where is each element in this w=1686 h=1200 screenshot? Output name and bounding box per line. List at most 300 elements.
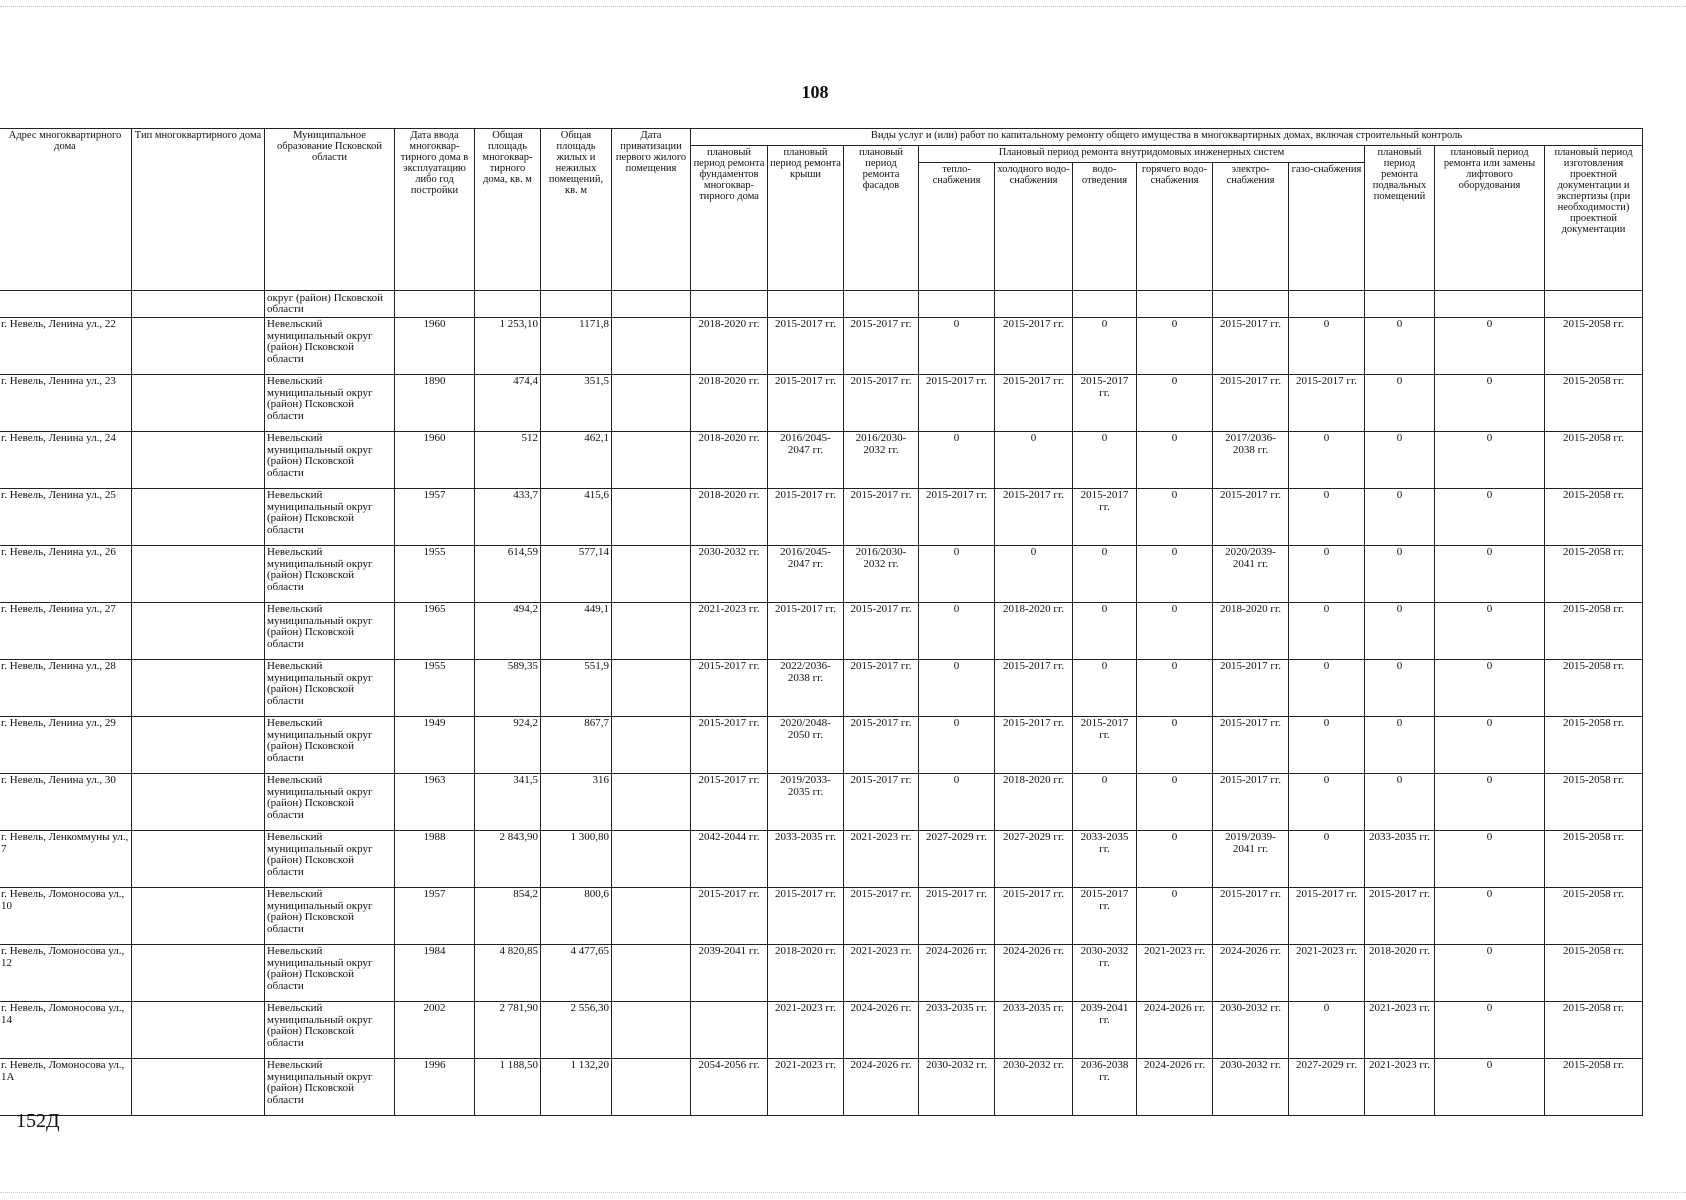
cold-water-cell: 2018-2020 гг.	[995, 774, 1073, 831]
basement-cell: 0	[1365, 660, 1435, 717]
gas-cell: 2015-2017 гг.	[1289, 375, 1365, 432]
municipality-cell: Невельский муниципальный округ (район) Псковской области	[265, 546, 395, 603]
total-area-cell: 2 843,90	[475, 831, 541, 888]
type-cell	[132, 489, 265, 546]
elevator-cell: 0	[1435, 888, 1545, 945]
electric-cell: 2030-2032 гг.	[1213, 1002, 1289, 1059]
hot-water-cell: 0	[1137, 888, 1213, 945]
roof-cell: 2016/2045-2047 гг.	[768, 546, 844, 603]
type-cell	[132, 660, 265, 717]
col-facade-header: плановый период ремонта фасадов	[844, 146, 919, 291]
sewer-cell: 0	[1073, 774, 1137, 831]
table-row	[0, 603, 1643, 660]
cold-water-cell: 2015-2017 гг.	[995, 318, 1073, 375]
elevator-cell: 0	[1435, 546, 1545, 603]
elevator-cell: 0	[1435, 318, 1545, 375]
residential-area-cell: 1 132,20	[541, 1059, 612, 1116]
project-docs-cell: 2015-2058 гг.	[1545, 945, 1643, 1002]
col-gas-header: газо-снабжения	[1289, 163, 1365, 291]
address-cell: г. Невель, Ленина ул., 29	[0, 717, 132, 774]
facade-cell: 2015-2017 гг.	[844, 318, 919, 375]
hot-water-cell: 0	[1137, 774, 1213, 831]
table-row	[0, 1002, 1643, 1059]
municipality-cell: Невельский муниципальный округ (район) Псковской области	[265, 375, 395, 432]
col-electric-header: электро-снабжения	[1213, 163, 1289, 291]
facade-cell: 2015-2017 гг.	[844, 489, 919, 546]
roof-cell: 2015-2017 гг.	[768, 318, 844, 375]
heat-cell: 0	[919, 774, 995, 831]
total-area-cell: 854,2	[475, 888, 541, 945]
privatization-cell	[612, 318, 691, 375]
year-cell: 1963	[395, 774, 475, 831]
residential-area-cell: 551,9	[541, 660, 612, 717]
elevator-cell: 0	[1435, 660, 1545, 717]
type-cell	[132, 1002, 265, 1059]
heat-cell: 0	[919, 546, 995, 603]
type-cell	[132, 318, 265, 375]
facade-cell: 2024-2026 гг.	[844, 1002, 919, 1059]
type-cell	[132, 888, 265, 945]
roof-cell: 2019/2033-2035 гг.	[768, 774, 844, 831]
col-type-header: Тип многоквартирного дома	[132, 129, 265, 291]
total-area-cell: 589,35	[475, 660, 541, 717]
total-area-cell: 1 253,10	[475, 318, 541, 375]
table-row	[0, 660, 1643, 717]
total-area-cell: 4 820,85	[475, 945, 541, 1002]
sewer-cell: 0	[1073, 660, 1137, 717]
heat-cell: 0	[919, 432, 995, 489]
address-cell: г. Невель, Ломоносова ул., 1А	[0, 1059, 132, 1116]
residential-area-cell: 867,7	[541, 717, 612, 774]
facade-cell: 2015-2017 гг.	[844, 603, 919, 660]
heat-cell: 2033-2035 гг.	[919, 1002, 995, 1059]
hot-water-cell: 0	[1137, 318, 1213, 375]
year-cell: 1965	[395, 603, 475, 660]
address-cell: г. Невель, Ленина ул., 28	[0, 660, 132, 717]
privatization-cell	[612, 546, 691, 603]
sewer-cell: 0	[1073, 546, 1137, 603]
col-project-docs-header: плановый период изготовления проектной документации и экспертизы (при необходимости) проектной документации	[1545, 146, 1643, 291]
foundation-cell: 2030-2032 гг.	[691, 546, 768, 603]
address-cell: г. Невель, Ленина ул., 25	[0, 489, 132, 546]
residential-area-cell: 316	[541, 774, 612, 831]
foundation-cell: 2018-2020 гг.	[691, 318, 768, 375]
facade-cell: 2016/2030-2032 гг.	[844, 546, 919, 603]
type-cell	[132, 717, 265, 774]
cold-water-cell: 0	[995, 546, 1073, 603]
foundation-cell: 2054-2056 гг.	[691, 1059, 768, 1116]
electric-cell: 2015-2017 гг.	[1213, 660, 1289, 717]
scan-edge-bottom	[0, 1192, 1686, 1193]
table-body	[0, 291, 1643, 1116]
gas-cell: 0	[1289, 831, 1365, 888]
roof-cell: 2015-2017 гг.	[768, 375, 844, 432]
cold-water-cell: 2027-2029 гг.	[995, 831, 1073, 888]
basement-cell: 0	[1365, 375, 1435, 432]
total-area-cell: 494,2	[475, 603, 541, 660]
facade-cell: 2015-2017 гг.	[844, 375, 919, 432]
project-docs-cell: 2015-2058 гг.	[1545, 318, 1643, 375]
col-heat-header: тепло-снабжения	[919, 163, 995, 291]
address-cell: г. Невель, Ломоносова ул., 14	[0, 1002, 132, 1059]
heat-cell: 0	[919, 717, 995, 774]
foundation-cell: 2018-2020 гг.	[691, 432, 768, 489]
project-docs-cell: 2015-2058 гг.	[1545, 717, 1643, 774]
roof-cell: 2021-2023 гг.	[768, 1002, 844, 1059]
electric-cell: 2024-2026 гг.	[1213, 945, 1289, 1002]
year-cell: 1949	[395, 717, 475, 774]
hot-water-cell: 0	[1137, 603, 1213, 660]
facade-cell: 2016/2030-2032 гг.	[844, 432, 919, 489]
heat-cell: 2027-2029 гг.	[919, 831, 995, 888]
hot-water-cell: 0	[1137, 546, 1213, 603]
hot-water-cell: 2024-2026 гг.	[1137, 1059, 1213, 1116]
hot-water-cell: 0	[1137, 717, 1213, 774]
cold-water-cell: 2015-2017 гг.	[995, 888, 1073, 945]
sewer-cell: 2015-2017 гг.	[1073, 717, 1137, 774]
hot-water-cell: 0	[1137, 375, 1213, 432]
table-row	[0, 1059, 1643, 1116]
continuation-row	[0, 291, 1643, 318]
heat-cell: 2024-2026 гг.	[919, 945, 995, 1002]
municipality-cell: Невельский муниципальный округ (район) Псковской области	[265, 945, 395, 1002]
elevator-cell: 0	[1435, 774, 1545, 831]
type-cell	[132, 432, 265, 489]
facade-cell: 2021-2023 гг.	[844, 831, 919, 888]
hot-water-cell: 2021-2023 гг.	[1137, 945, 1213, 1002]
gas-cell: 0	[1289, 318, 1365, 375]
col-address-header: Адрес многоквартирного дома	[0, 129, 132, 291]
year-cell: 1890	[395, 375, 475, 432]
gas-cell: 0	[1289, 717, 1365, 774]
address-cell: г. Невель, Ленина ул., 23	[0, 375, 132, 432]
heat-cell: 2015-2017 гг.	[919, 375, 995, 432]
type-cell	[132, 774, 265, 831]
type-cell	[132, 1059, 265, 1116]
col-municipality-header: Муниципальное образование Псковской области	[265, 129, 395, 291]
page-number: 108	[801, 82, 829, 102]
municipality-cell: Невельский муниципальный округ (район) Псковской области	[265, 660, 395, 717]
municipality-cell: Невельский муниципальный округ (район) Псковской области	[265, 774, 395, 831]
year-cell: 1957	[395, 888, 475, 945]
project-docs-cell: 2015-2058 гг.	[1545, 546, 1643, 603]
roof-cell: 2021-2023 гг.	[768, 1059, 844, 1116]
total-area-cell: 2 781,90	[475, 1002, 541, 1059]
year-cell: 1960	[395, 432, 475, 489]
foundation-cell: 2015-2017 гг.	[691, 660, 768, 717]
municipality-cell: Невельский муниципальный округ (район) Псковской области	[265, 603, 395, 660]
basement-cell: 2015-2017 гг.	[1365, 888, 1435, 945]
electric-cell: 2018-2020 гг.	[1213, 603, 1289, 660]
municipality-cell: Невельский муниципальный округ (район) Псковской области	[265, 888, 395, 945]
table-row	[0, 888, 1643, 945]
residential-area-cell: 4 477,65	[541, 945, 612, 1002]
hot-water-cell: 0	[1137, 831, 1213, 888]
residential-area-cell: 1 300,80	[541, 831, 612, 888]
col-hot-water-header: горячего водо-снабжения	[1137, 163, 1213, 291]
roof-cell: 2016/2045-2047 гг.	[768, 432, 844, 489]
foundation-cell: 2021-2023 гг.	[691, 603, 768, 660]
privatization-cell	[612, 432, 691, 489]
total-area-cell: 512	[475, 432, 541, 489]
elevator-cell: 0	[1435, 375, 1545, 432]
municipality-cell: Невельский муниципальный округ (район) Псковской области	[265, 717, 395, 774]
heat-cell: 2015-2017 гг.	[919, 888, 995, 945]
basement-cell: 0	[1365, 774, 1435, 831]
municipality-cell: Невельский муниципальный округ (район) Псковской области	[265, 1002, 395, 1059]
project-docs-cell: 2015-2058 гг.	[1545, 1002, 1643, 1059]
cold-water-cell: 2018-2020 гг.	[995, 603, 1073, 660]
elevator-cell: 0	[1435, 831, 1545, 888]
elevator-cell: 0	[1435, 717, 1545, 774]
table-row	[0, 318, 1643, 375]
table-row	[0, 489, 1643, 546]
municipality-cell: Невельский муниципальный округ (район) Псковской области	[265, 432, 395, 489]
roof-cell: 2015-2017 гг.	[768, 603, 844, 660]
residential-area-cell: 1171,8	[541, 318, 612, 375]
gas-cell: 2015-2017 гг.	[1289, 888, 1365, 945]
hot-water-cell: 0	[1137, 660, 1213, 717]
municipality-cell: Невельский муниципальный округ (район) Псковской области	[265, 318, 395, 375]
year-cell: 1955	[395, 660, 475, 717]
table-row	[0, 432, 1643, 489]
year-cell: 1996	[395, 1059, 475, 1116]
elevator-cell: 0	[1435, 1002, 1545, 1059]
municipality-cell: Невельский муниципальный округ (район) Псковской области	[265, 1059, 395, 1116]
col-total-area-header: Общая площадь многоквар-тирного дома, кв. м	[475, 129, 541, 291]
roof-cell: 2015-2017 гг.	[768, 489, 844, 546]
sewer-cell: 2015-2017 гг.	[1073, 888, 1137, 945]
basement-cell: 2033-2035 гг.	[1365, 831, 1435, 888]
basement-cell: 2018-2020 гг.	[1365, 945, 1435, 1002]
privatization-cell	[612, 717, 691, 774]
cold-water-cell: 2015-2017 гг.	[995, 375, 1073, 432]
sewer-cell: 2015-2017 гг.	[1073, 489, 1137, 546]
scan-edge-top	[0, 6, 1686, 7]
basement-cell: 0	[1365, 603, 1435, 660]
table-row	[0, 945, 1643, 1002]
privatization-cell	[612, 774, 691, 831]
gas-cell: 0	[1289, 774, 1365, 831]
project-docs-cell: 2015-2058 гг.	[1545, 831, 1643, 888]
electric-cell: 2015-2017 гг.	[1213, 888, 1289, 945]
elevator-cell: 0	[1435, 603, 1545, 660]
type-cell	[132, 546, 265, 603]
roof-cell: 2018-2020 гг.	[768, 945, 844, 1002]
col-privatization-header: Дата приватизации первого жилого помещения	[612, 129, 691, 291]
privatization-cell	[612, 1002, 691, 1059]
type-cell	[132, 375, 265, 432]
residential-area-cell: 351,5	[541, 375, 612, 432]
facade-cell: 2021-2023 гг.	[844, 945, 919, 1002]
residential-area-cell: 577,14	[541, 546, 612, 603]
cold-water-cell: 2015-2017 гг.	[995, 489, 1073, 546]
electric-cell: 2030-2032 гг.	[1213, 1059, 1289, 1116]
elevator-cell: 0	[1435, 432, 1545, 489]
total-area-cell: 614,59	[475, 546, 541, 603]
basement-cell: 2021-2023 гг.	[1365, 1059, 1435, 1116]
foundation-cell: 2042-2044 гг.	[691, 831, 768, 888]
basement-cell: 0	[1365, 546, 1435, 603]
continuation-municipality-cell: округ (район) Псковской области	[265, 291, 395, 318]
total-area-cell: 924,2	[475, 717, 541, 774]
address-cell: г. Невель, Ленина ул., 26	[0, 546, 132, 603]
gas-cell: 0	[1289, 489, 1365, 546]
sewer-cell: 2036-2038 гг.	[1073, 1059, 1137, 1116]
facade-cell: 2024-2026 гг.	[844, 1059, 919, 1116]
address-cell: г. Невель, Ломоносова ул., 10	[0, 888, 132, 945]
privatization-cell	[612, 831, 691, 888]
sewer-cell: 2030-2032 гг.	[1073, 945, 1137, 1002]
roof-cell: 2015-2017 гг.	[768, 888, 844, 945]
privatization-cell	[612, 489, 691, 546]
col-basement-header: плановый период ремонта подвальных помещений	[1365, 146, 1435, 291]
gas-cell: 0	[1289, 660, 1365, 717]
municipality-cell: Невельский муниципальный округ (район) Псковской области	[265, 831, 395, 888]
table-row	[0, 774, 1643, 831]
gas-cell: 0	[1289, 1002, 1365, 1059]
residential-area-cell: 449,1	[541, 603, 612, 660]
facade-cell: 2015-2017 гг.	[844, 888, 919, 945]
cold-water-cell: 2033-2035 гг.	[995, 1002, 1073, 1059]
document-code: 152Д	[16, 1110, 60, 1132]
facade-cell: 2015-2017 гг.	[844, 717, 919, 774]
residential-area-cell: 415,6	[541, 489, 612, 546]
elevator-cell: 0	[1435, 945, 1545, 1002]
privatization-cell	[612, 660, 691, 717]
project-docs-cell: 2015-2058 гг.	[1545, 1059, 1643, 1116]
electric-cell: 2015-2017 гг.	[1213, 717, 1289, 774]
col-roof-header: плановый период ремонта крыши	[768, 146, 844, 291]
project-docs-cell: 2015-2058 гг.	[1545, 888, 1643, 945]
address-cell: г. Невель, Ленина ул., 22	[0, 318, 132, 375]
year-cell: 1960	[395, 318, 475, 375]
privatization-cell	[612, 945, 691, 1002]
project-docs-cell: 2015-2058 гг.	[1545, 774, 1643, 831]
address-cell: г. Невель, Ломоносова ул., 12	[0, 945, 132, 1002]
roof-cell: 2033-2035 гг.	[768, 831, 844, 888]
hot-water-cell: 0	[1137, 432, 1213, 489]
electric-cell: 2015-2017 гг.	[1213, 375, 1289, 432]
cold-water-cell: 0	[995, 432, 1073, 489]
electric-cell: 2015-2017 гг.	[1213, 489, 1289, 546]
col-foundation-header: плановый период ремонта фундаментов многоквар-тирного дома	[691, 146, 768, 291]
year-cell: 1984	[395, 945, 475, 1002]
sewer-cell: 2033-2035 гг.	[1073, 831, 1137, 888]
capital-repair-table	[0, 128, 1643, 1116]
electric-cell: 2019/2039-2041 гг.	[1213, 831, 1289, 888]
heat-cell: 2015-2017 гг.	[919, 489, 995, 546]
residential-area-cell: 462,1	[541, 432, 612, 489]
total-area-cell: 474,4	[475, 375, 541, 432]
engineering-group-header: Плановый период ремонта внутридомовых инженерных систем	[919, 146, 1365, 163]
basement-cell: 0	[1365, 318, 1435, 375]
project-docs-cell: 2015-2058 гг.	[1545, 375, 1643, 432]
foundation-cell: 2018-2020 гг.	[691, 489, 768, 546]
project-docs-cell: 2015-2058 гг.	[1545, 660, 1643, 717]
residential-area-cell: 2 556,30	[541, 1002, 612, 1059]
heat-cell: 2030-2032 гг.	[919, 1059, 995, 1116]
elevator-cell: 0	[1435, 489, 1545, 546]
electric-cell: 2015-2017 гг.	[1213, 318, 1289, 375]
address-cell: г. Невель, Ленкоммуны ул., 7	[0, 831, 132, 888]
type-cell	[132, 603, 265, 660]
year-cell: 2002	[395, 1002, 475, 1059]
sewer-cell: 0	[1073, 603, 1137, 660]
facade-cell: 2015-2017 гг.	[844, 660, 919, 717]
col-cold-water-header: холодного водо-снабжения	[995, 163, 1073, 291]
col-commissioning-header: Дата ввода многоквар-тирного дома в эксплуатацию либо год постройки	[395, 129, 475, 291]
elevator-cell: 0	[1435, 1059, 1545, 1116]
roof-cell: 2022/2036-2038 гг.	[768, 660, 844, 717]
year-cell: 1957	[395, 489, 475, 546]
cold-water-cell: 2030-2032 гг.	[995, 1059, 1073, 1116]
project-docs-cell: 2015-2058 гг.	[1545, 489, 1643, 546]
gas-cell: 2021-2023 гг.	[1289, 945, 1365, 1002]
privatization-cell	[612, 603, 691, 660]
total-area-cell: 433,7	[475, 489, 541, 546]
sewer-cell: 2015-2017 гг.	[1073, 375, 1137, 432]
table-row	[0, 546, 1643, 603]
address-cell: г. Невель, Ленина ул., 27	[0, 603, 132, 660]
sewer-cell: 0	[1073, 318, 1137, 375]
basement-cell: 0	[1365, 432, 1435, 489]
table-row	[0, 717, 1643, 774]
table-row	[0, 831, 1643, 888]
privatization-cell	[612, 375, 691, 432]
type-cell	[132, 831, 265, 888]
heat-cell: 0	[919, 660, 995, 717]
gas-cell: 2027-2029 гг.	[1289, 1059, 1365, 1116]
foundation-cell: 2015-2017 гг.	[691, 774, 768, 831]
facade-cell: 2015-2017 гг.	[844, 774, 919, 831]
heat-cell: 0	[919, 318, 995, 375]
basement-cell: 0	[1365, 489, 1435, 546]
table-row	[0, 375, 1643, 432]
cold-water-cell: 2015-2017 гг.	[995, 717, 1073, 774]
col-sewer-header: водо-отведения	[1073, 163, 1137, 291]
basement-cell: 0	[1365, 717, 1435, 774]
hot-water-cell: 2024-2026 гг.	[1137, 1002, 1213, 1059]
address-cell: г. Невель, Ленина ул., 24	[0, 432, 132, 489]
gas-cell: 0	[1289, 432, 1365, 489]
privatization-cell	[612, 888, 691, 945]
sewer-cell: 0	[1073, 432, 1137, 489]
total-area-cell: 1 188,50	[475, 1059, 541, 1116]
residential-area-cell: 800,6	[541, 888, 612, 945]
col-residential-area-header: Общая площадь жилых и нежилых помещений, кв. м	[541, 129, 612, 291]
heat-cell: 0	[919, 603, 995, 660]
total-area-cell: 341,5	[475, 774, 541, 831]
electric-cell: 2020/2039-2041 гг.	[1213, 546, 1289, 603]
sewer-cell: 2039-2041 гг.	[1073, 1002, 1137, 1059]
basement-cell: 2021-2023 гг.	[1365, 1002, 1435, 1059]
col-elevator-header: плановый период ремонта или замены лифтового оборудования	[1435, 146, 1545, 291]
year-cell: 1988	[395, 831, 475, 888]
cold-water-cell: 2024-2026 гг.	[995, 945, 1073, 1002]
privatization-cell	[612, 1059, 691, 1116]
foundation-cell: 2015-2017 гг.	[691, 888, 768, 945]
foundation-cell: 2039-2041 гг.	[691, 945, 768, 1002]
hot-water-cell: 0	[1137, 489, 1213, 546]
roof-cell: 2020/2048-2050 гг.	[768, 717, 844, 774]
gas-cell: 0	[1289, 603, 1365, 660]
type-cell	[132, 945, 265, 1002]
foundation-cell	[691, 1002, 768, 1059]
year-cell: 1955	[395, 546, 475, 603]
foundation-cell: 2015-2017 гг.	[691, 717, 768, 774]
municipality-cell: Невельский муниципальный округ (район) Псковской области	[265, 489, 395, 546]
